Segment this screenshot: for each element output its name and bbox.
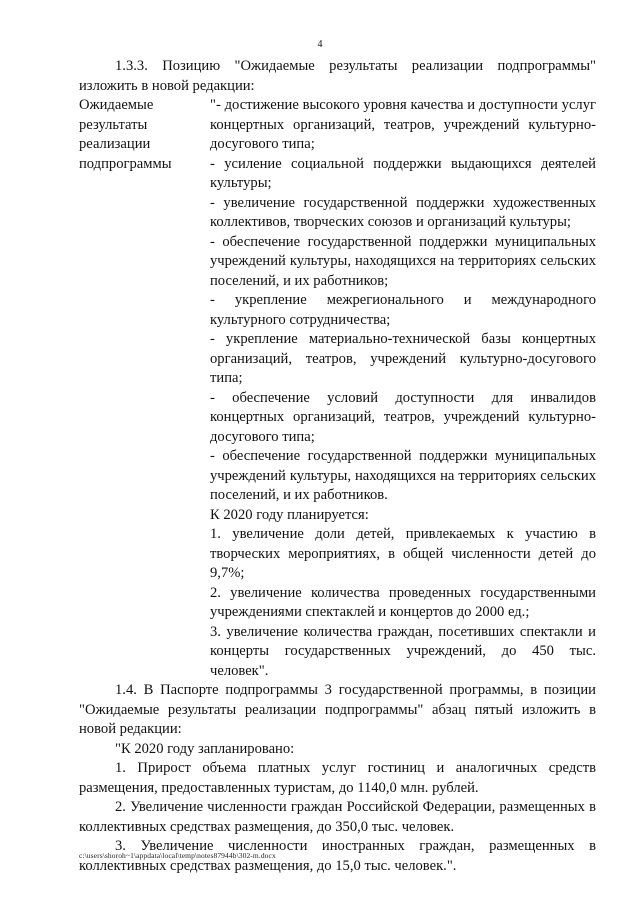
result-item: - обеспечение условий доступности для инвалидов концертных организаций, театров, учреждений культурно-досугового типа; bbox=[210, 389, 596, 445]
label-line: результаты bbox=[79, 116, 148, 133]
label-line: реализации bbox=[79, 136, 151, 152]
result-item: "- достижение высокого уровня качества и доступности услуг концертных организаций, театров, учреждений культурно-досугового типа; bbox=[210, 97, 596, 152]
label-line: Ожидаемые bbox=[79, 97, 154, 113]
section-14-item: 1. Прирост объема платных услуг гостиниц и аналогичных средств размещения, предоставленных туристам, до 1140,0 млн. рублей. bbox=[79, 760, 596, 796]
result-item: - обеспечение государственной поддержки муниципальных учреждений культуры, находящихся на территориях сельских поселений, и их работников. bbox=[210, 448, 596, 503]
result-item: - обеспечение государственной поддержки муниципальных учреждений культуры, находящихся на территориях сельских поселений, и их работников; bbox=[210, 233, 596, 289]
file-path-footer: c:\users\shoroh~1\appdata\local\temp\notes87944b\302-m.docx bbox=[79, 851, 276, 860]
plan-item: 3. увеличение количества граждан, посетивших спектакли и концерты государственных учреждений, до 450 тыс. человек". bbox=[210, 623, 596, 679]
expected-results-label bbox=[79, 96, 210, 681]
document-body bbox=[79, 57, 596, 876]
expected-results-table bbox=[79, 96, 596, 681]
plan-item: 2. увеличение количества проведенных государственными учреждениями спектаклей и концертов до 2000 ед.; bbox=[210, 584, 596, 620]
section-14-item: 3. Увеличение численности иностранных граждан, размещенных в коллективных средствах размещения, до 15,0 тыс. человек.". bbox=[79, 838, 596, 874]
result-item: - увеличение государственной поддержки художественных коллективов, творческих союзов и организаций культуры; bbox=[210, 194, 596, 230]
section-133-heading: 1.3.3. Позицию "Ожидаемые результаты реализации подпрограммы" изложить в новой редакции: bbox=[79, 58, 596, 94]
section-14-quote-start: "К 2020 году запланировано: bbox=[115, 740, 295, 757]
expected-results-items bbox=[210, 96, 596, 681]
label-line: подпрограммы bbox=[79, 155, 172, 172]
result-item: - укрепление межрегионального и международного культурного сотрудничества; bbox=[210, 292, 596, 328]
result-item: - усиление социальной поддержки выдающихся деятелей культуры; bbox=[210, 155, 596, 191]
section-14-intro: 1.4. В Паспорте подпрограммы 3 государственной программы, в позиции "Ожидаемые результаты реализации подпрограммы" абзац пятый изложить в новой редакции: bbox=[79, 682, 596, 737]
plan-item: 1. увеличение доли детей, привлекаемых к участию в творческих мероприятиях, в общей численности детей до 9,7%; bbox=[210, 526, 596, 581]
plan-heading: К 2020 году планируется: bbox=[210, 506, 369, 523]
section-14-item: 2. Увеличение численности граждан Российской Федерации, размещенных в коллективных средствах размещения, до 350,0 тыс. человек. bbox=[79, 799, 596, 835]
result-item: - укрепление материально-технической базы концертных организаций, театров, учреждений культурно-досугового типа; bbox=[210, 331, 596, 386]
page-number: 4 bbox=[317, 39, 323, 50]
